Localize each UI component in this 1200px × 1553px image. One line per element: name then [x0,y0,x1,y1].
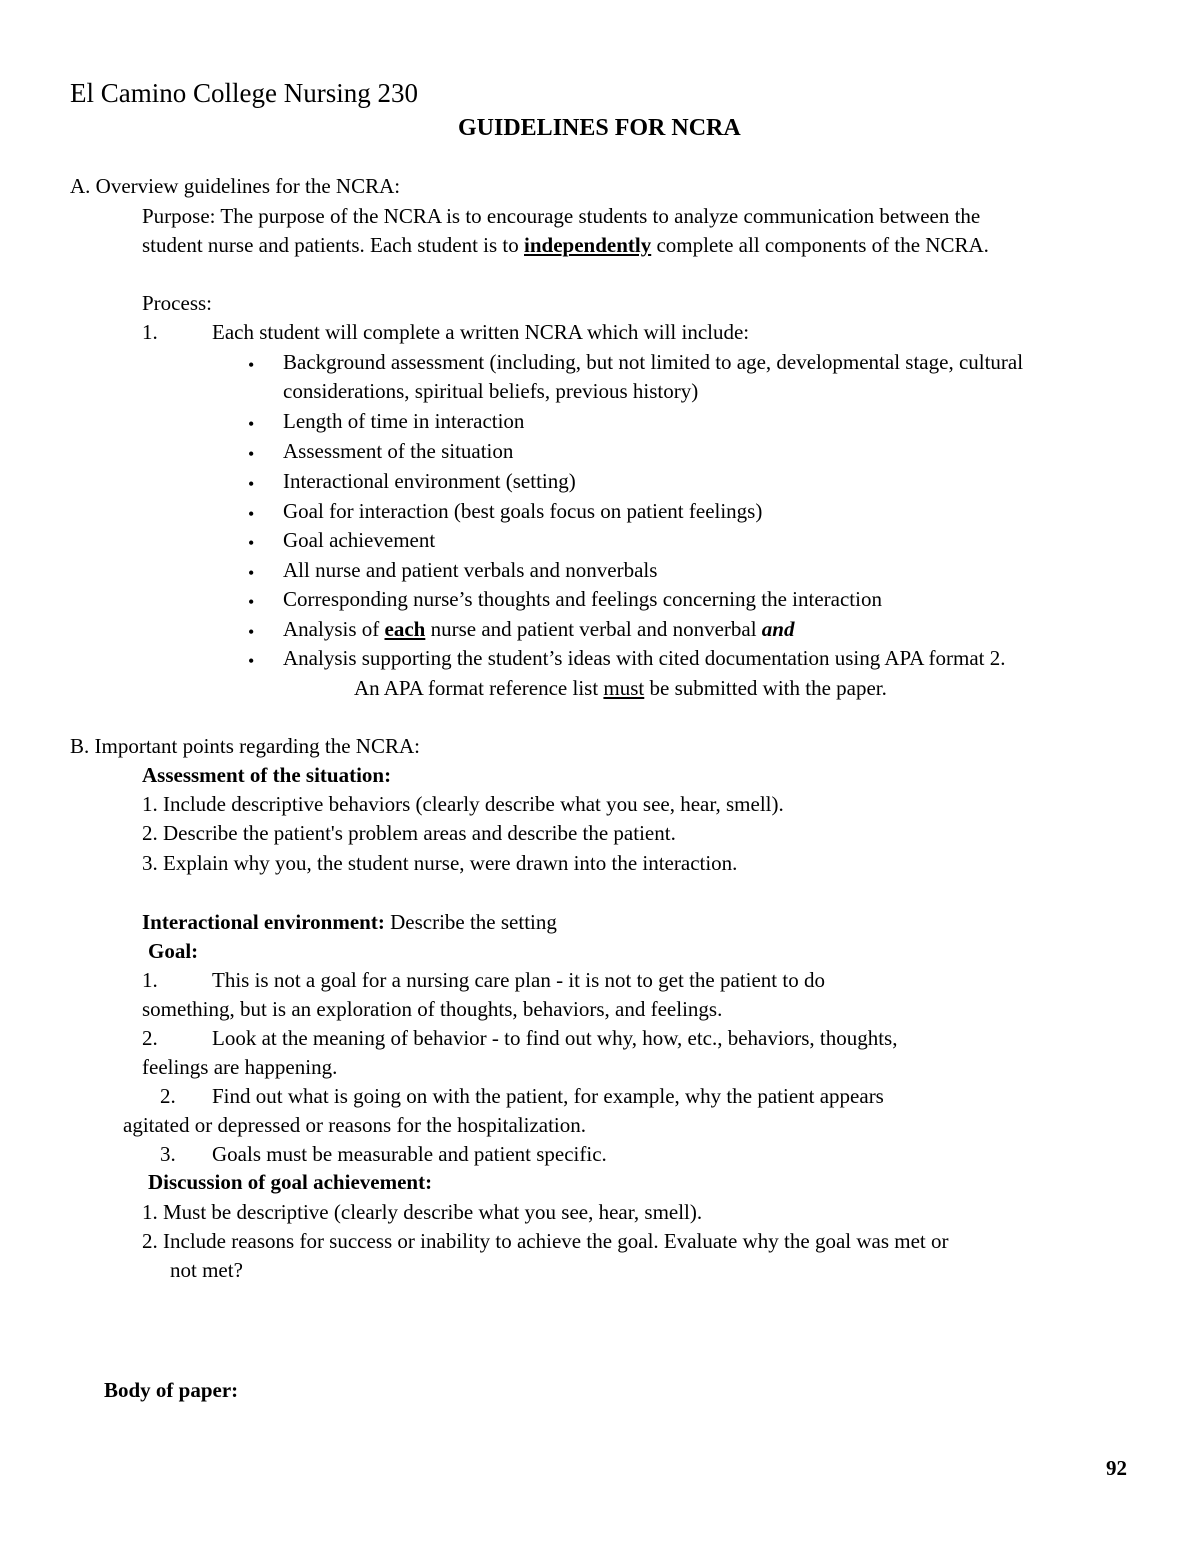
course-header: El Camino College Nursing 230 [70,78,418,108]
goal-1-continuation: something, but is an exploration of thoughts, behaviors, and feelings. [142,997,723,1021]
environment-label: Interactional environment: [142,910,385,934]
bullet-icon: • [248,504,255,524]
bullet-item: Corresponding nurse’s thoughts and feelings concerning the interaction [283,587,882,611]
purpose-text-post: complete all components of the NCRA. [651,233,989,257]
page-title: GUIDELINES FOR NCRA [458,115,741,141]
goal-title: Goal: [148,939,199,963]
analysis-text-pre: Analysis of [283,617,385,641]
bullet-item: Interactional environment (setting) [283,469,576,493]
bullet-item: All nurse and patient verbals and nonverbals [283,558,658,582]
bullet-icon: • [248,533,255,553]
purpose-text-pre: student nurse and patients. Each student is to [142,233,525,257]
bullet-item-continuation: considerations, spiritual beliefs, previous history) [283,379,699,403]
list-item: 1. Must be descriptive (clearly describe what you see, hear, smell). [142,1200,703,1224]
list-item: 1. Include descriptive behaviors (clearly describe what you see, hear, smell). [142,792,784,816]
list-item-continuation: not met? [170,1258,243,1282]
goal-2-continuation: feelings are happening. [142,1055,338,1079]
item-1-text: Each student will complete a written NCRA which will include: [212,320,750,344]
goal-2-number: 2. [142,1026,158,1050]
purpose-line-2 [142,235,989,256]
bullet-icon: • [248,355,255,375]
analysis-italic: and [761,617,795,641]
list-item: 2. Describe the patient's problem areas and describe the patient. [142,821,676,845]
assessment-title: Assessment of the situation: [142,763,392,787]
bullet-icon: • [248,474,255,494]
environment-line [142,912,557,933]
bullet-item: Assessment of the situation [283,439,514,463]
bullet-icon: • [248,651,255,671]
page-number: 92 [1106,1456,1127,1480]
goal-3-text: Find out what is going on with the patient, for example, why the patient appears [212,1084,884,1108]
bullet-item: Length of time in interaction [283,409,525,433]
goal-4-text: Goals must be measurable and patient specific. [212,1142,607,1166]
environment-text: Describe the setting [384,910,557,934]
goal-1-number: 1. [142,968,158,992]
bullet-icon: • [248,414,255,434]
apa-emphasis: must [603,676,645,700]
bullet-icon: • [248,592,255,612]
list-item: 2. Include reasons for success or inability to achieve the goal. Evaluate why the goal was met or [142,1229,949,1253]
bullet-icon: • [248,563,255,583]
goal-3-number: 2. [160,1084,176,1108]
bullet-item: Analysis supporting the student’s ideas with cited documentation using APA format 2. [283,646,1006,670]
section-b-heading: B. Important points regarding the NCRA: [70,734,420,758]
bullet-item: Goal for interaction (best goals focus on patient feelings) [283,499,763,523]
section-a-heading: A. Overview guidelines for the NCRA: [70,174,401,198]
goal-4-number: 3. [160,1142,176,1166]
goal-3-continuation: agitated or depressed or reasons for the hospitalization. [123,1113,587,1137]
goal-2-text: Look at the meaning of behavior - to find out why, how, etc., behaviors, thoughts, [212,1026,898,1050]
item-1-number: 1. [142,320,158,344]
body-of-paper-title: Body of paper: [104,1378,239,1402]
discussion-title: Discussion of goal achievement: [148,1170,433,1194]
bullet-item-continuation [354,678,887,699]
bullet-item [283,619,794,640]
bullet-icon: • [248,444,255,464]
bullet-icon: • [248,622,255,642]
analysis-emphasis: each [384,617,426,641]
bullet-item: Goal achievement [283,528,436,552]
purpose-line-1: Purpose: The purpose of the NCRA is to encourage students to analyze communication between the [142,204,981,228]
apa-text-post: be submitted with the paper. [644,676,887,700]
bullet-item: Background assessment (including, but not limited to age, developmental stage, cultural [283,350,1024,374]
apa-text-pre: An APA format reference list [354,676,604,700]
goal-1-text: This is not a goal for a nursing care plan - it is not to get the patient to do [212,968,825,992]
process-label: Process: [142,291,212,315]
list-item: 3. Explain why you, the student nurse, were drawn into the interaction. [142,851,738,875]
purpose-emphasis: independently [524,233,652,257]
analysis-text-mid: nurse and patient verbal and nonverbal [425,617,762,641]
